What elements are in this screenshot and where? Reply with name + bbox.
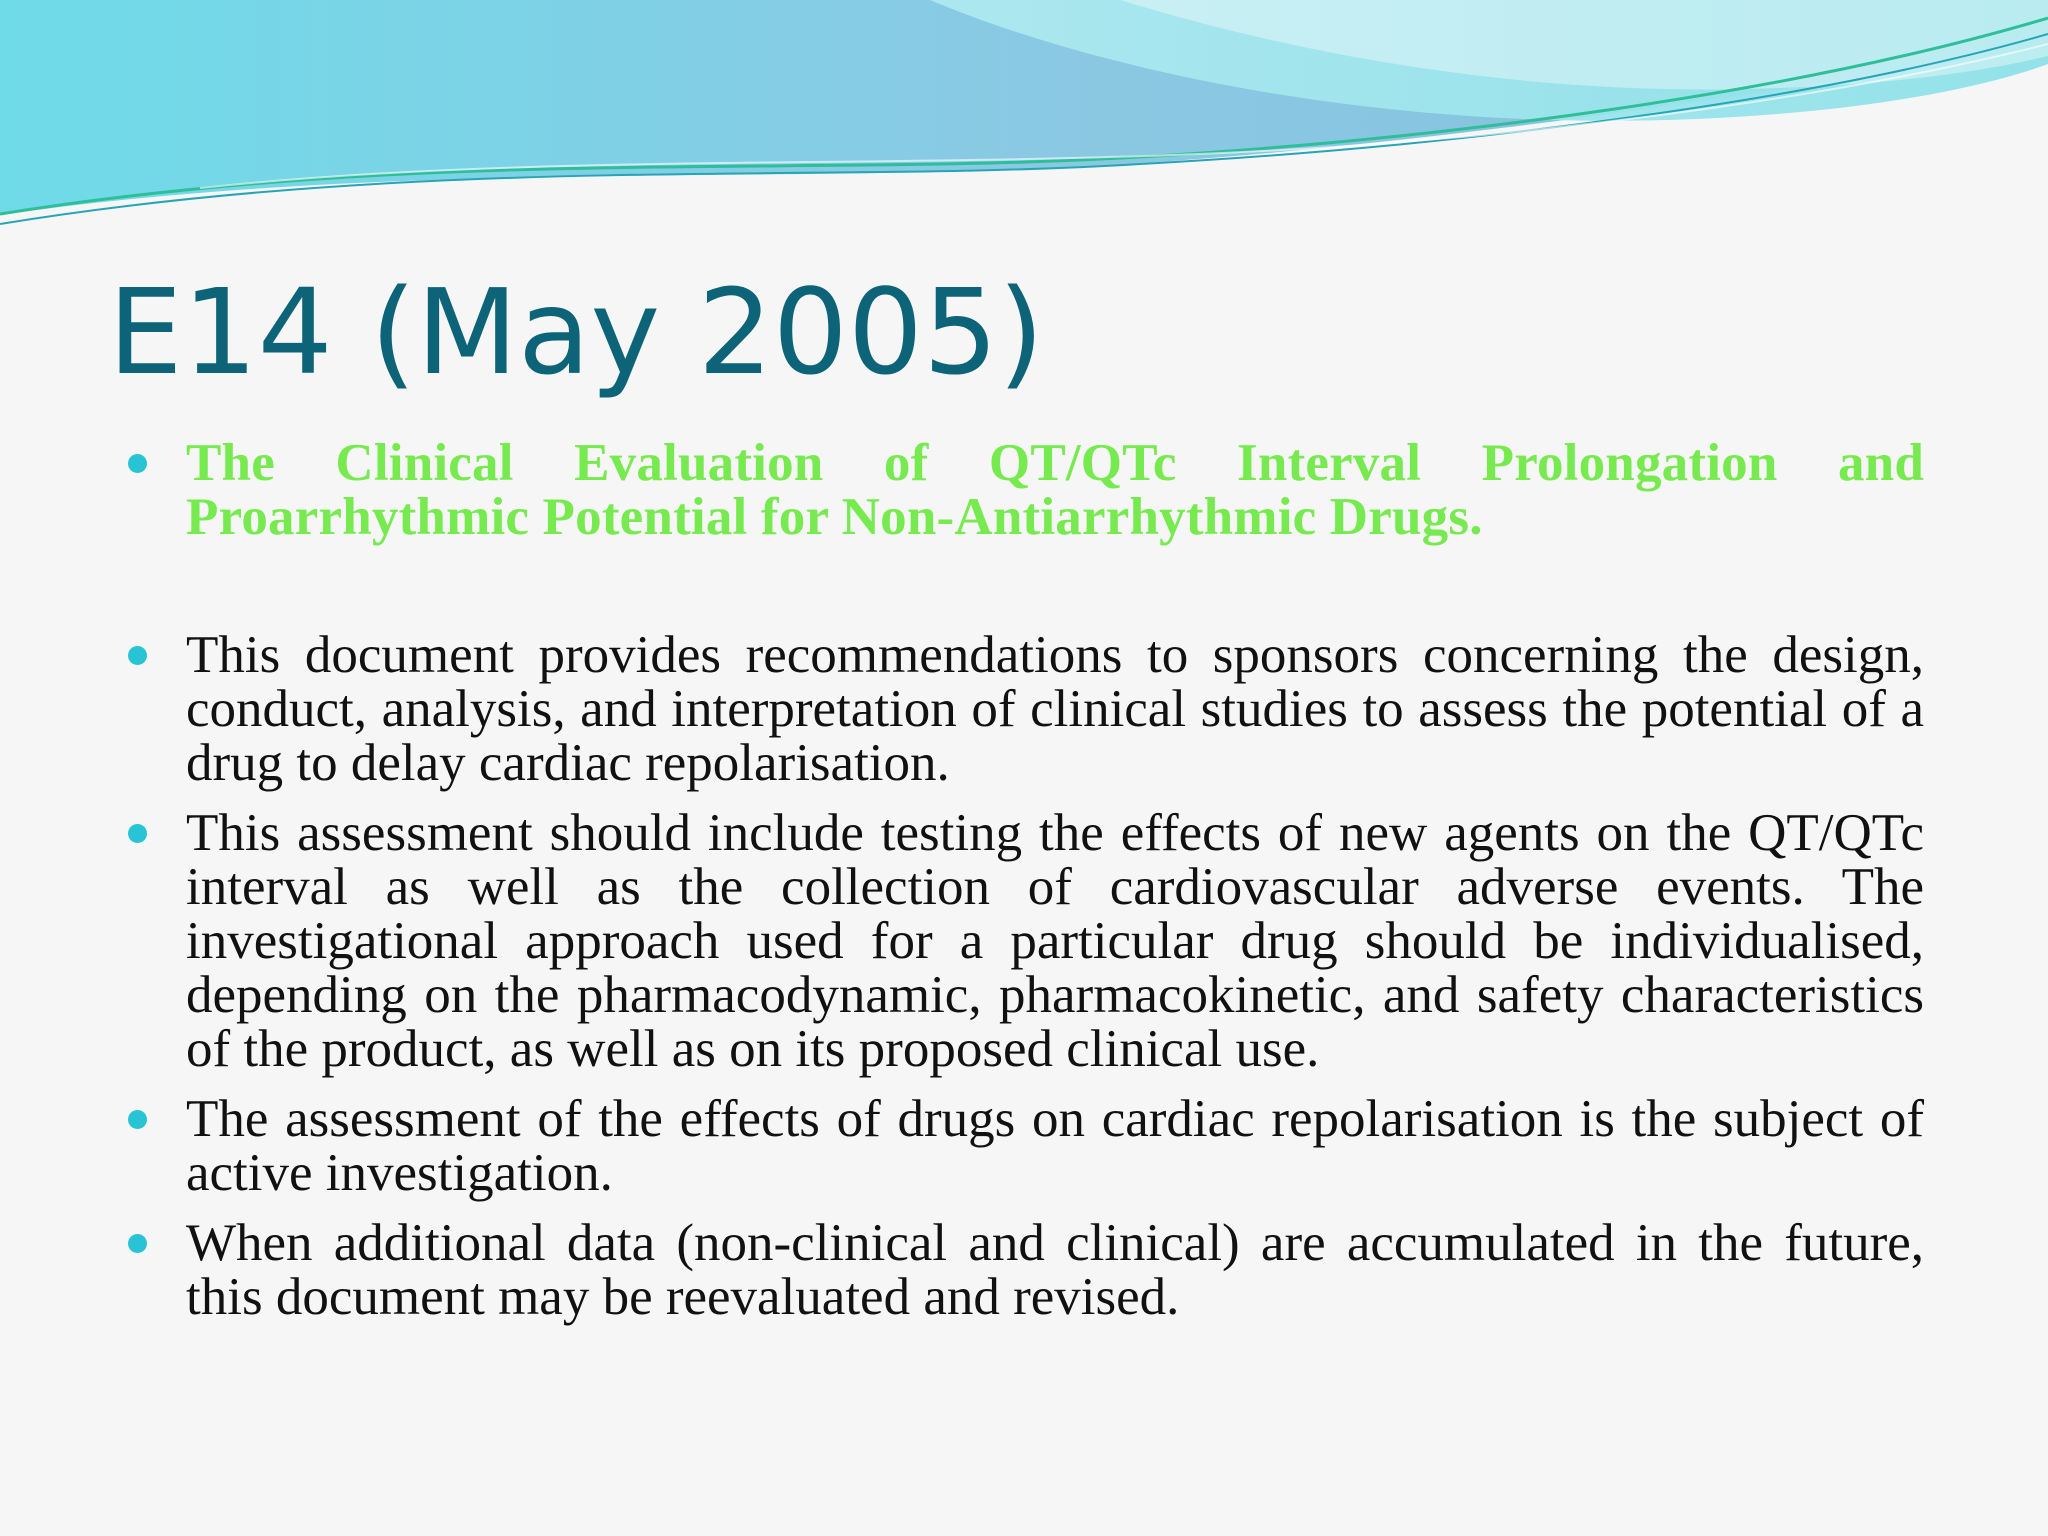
- bullet-dot-icon: [128, 454, 147, 473]
- bullet-dot-icon: [128, 646, 147, 665]
- slide-title: E14 (May 2005): [108, 263, 1045, 401]
- bullet-dot-icon: [128, 1110, 147, 1129]
- header-wave-decoration: [0, 0, 2048, 240]
- bullet-item: [124, 1216, 1924, 1324]
- bullet-list: [124, 436, 1924, 1324]
- bullet-item: [124, 628, 1924, 790]
- bullet-text: When additional data (non-clinical and clinical) are accumulated in the future, this document may be reevaluated and revised.: [186, 1214, 1924, 1326]
- bullet-text: The Clinical Evaluation of QT/QTc Interval Prolongation and Proarrhythmic Potential for Non-Antiarrhythmic Drugs.: [186, 434, 1924, 546]
- bullet-text: This assessment should include testing the effects of new agents on the QT/QTc interval as well as the collection of cardiovascular adverse events. The investigational approach used for a particular drug should be individualised, depending on the pharmacodynamic, pharmacokinetic, and safety characteristics of the product, as well as on its proposed clinical use.: [186, 804, 1924, 1078]
- bullet-text: The assessment of the effects of drugs on cardiac repolarisation is the subject of active investigation.: [186, 1090, 1924, 1202]
- bullet-dot-icon: [128, 1234, 147, 1253]
- bullet-item: [124, 806, 1924, 1076]
- bullet-item: [124, 436, 1924, 544]
- bullet-text: This document provides recommendations to sponsors concerning the design, conduct, analysis, and interpretation of clinical studies to assess the potential of a drug to delay cardiac repolarisation.: [186, 626, 1924, 792]
- bullet-item: [124, 1092, 1924, 1200]
- bullet-dot-icon: [128, 824, 147, 843]
